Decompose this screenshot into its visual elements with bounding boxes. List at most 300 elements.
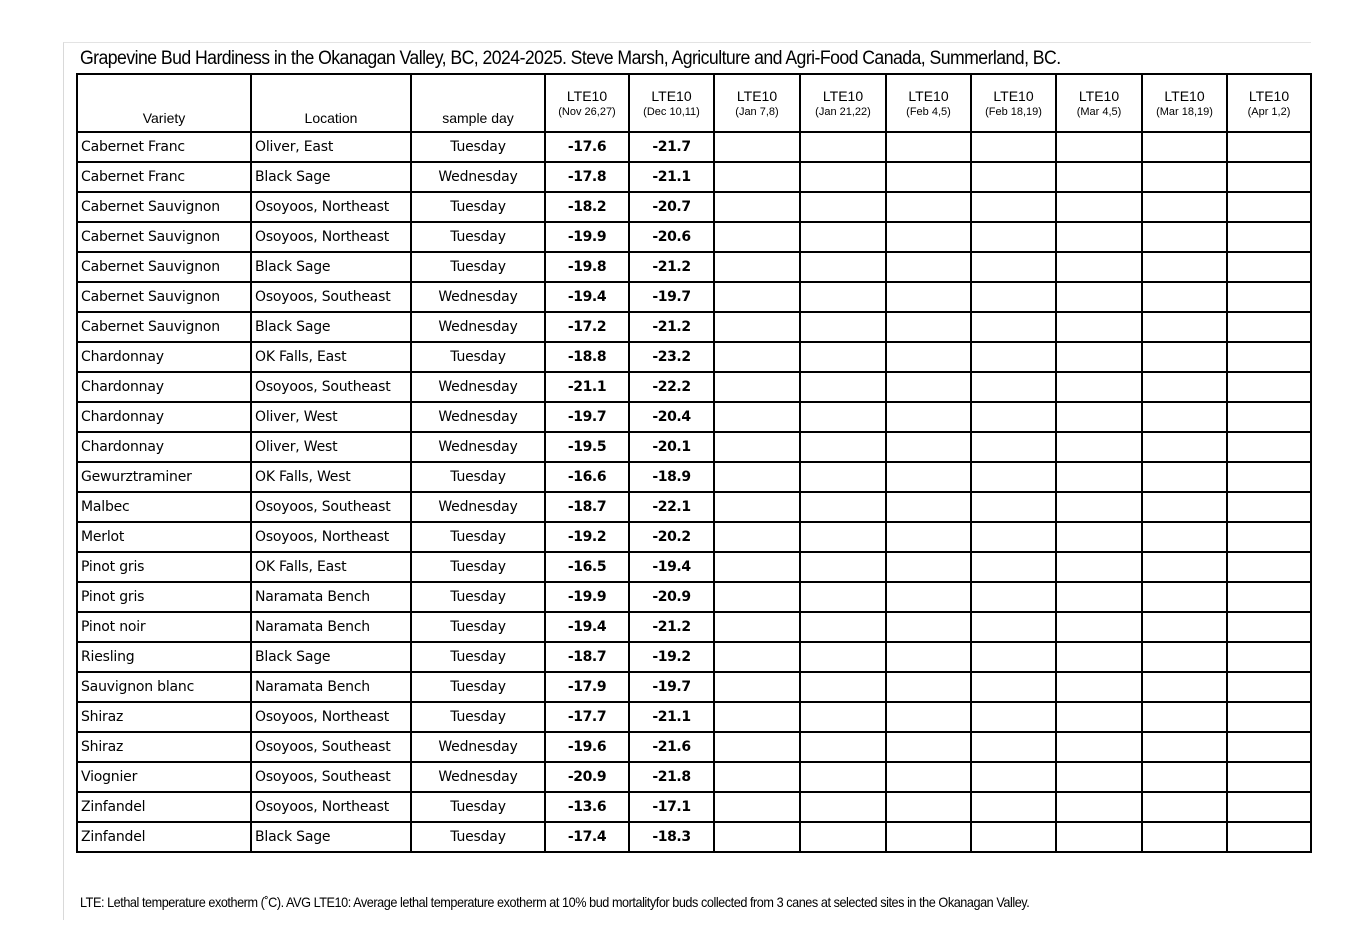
lte10-cell[interactable]	[1227, 702, 1311, 732]
lte10-cell[interactable]	[1056, 672, 1142, 702]
lte10-cell[interactable]	[886, 702, 971, 732]
lte10-cell[interactable]: -20.6	[629, 222, 714, 252]
sample-day-cell[interactable]: Tuesday	[411, 582, 545, 612]
lte10-cell[interactable]	[971, 312, 1056, 342]
lte10-cell[interactable]	[1227, 582, 1311, 612]
lte10-cell[interactable]	[714, 552, 800, 582]
lte10-cell[interactable]	[714, 192, 800, 222]
location-cell[interactable]: Osoyoos, Southeast	[251, 762, 411, 792]
lte10-cell[interactable]	[1227, 522, 1311, 552]
lte10-cell[interactable]: -19.4	[545, 282, 629, 312]
lte10-cell[interactable]: -16.5	[545, 552, 629, 582]
lte10-cell[interactable]: -20.1	[629, 432, 714, 462]
lte10-cell[interactable]	[1056, 492, 1142, 522]
lte10-cell[interactable]	[886, 312, 971, 342]
lte10-cell[interactable]	[1227, 162, 1311, 192]
lte10-cell[interactable]	[714, 222, 800, 252]
table-row	[77, 132, 1311, 162]
location-cell[interactable]: Oliver, East	[251, 132, 411, 162]
lte10-cell[interactable]	[1142, 402, 1227, 432]
lte10-cell[interactable]	[800, 762, 886, 792]
variety-cell[interactable]: Pinot gris	[77, 582, 251, 612]
sample-day-cell[interactable]: Tuesday	[411, 642, 545, 672]
lte10-cell[interactable]	[1056, 222, 1142, 252]
lte10-cell[interactable]: -21.6	[629, 732, 714, 762]
lte10-cell[interactable]	[1142, 432, 1227, 462]
variety-cell[interactable]: Chardonnay	[77, 342, 251, 372]
lte10-cell[interactable]	[1227, 132, 1311, 162]
lte10-cell[interactable]	[971, 732, 1056, 762]
lte10-cell[interactable]	[886, 432, 971, 462]
lte10-cell[interactable]	[886, 372, 971, 402]
lte10-cell[interactable]	[800, 672, 886, 702]
lte10-cell[interactable]	[971, 672, 1056, 702]
lte10-cell[interactable]	[971, 792, 1056, 822]
lte10-cell[interactable]: -20.4	[629, 402, 714, 432]
sample-day-cell[interactable]: Wednesday	[411, 312, 545, 342]
location-cell[interactable]: Naramata Bench	[251, 582, 411, 612]
lte10-cell[interactable]	[800, 372, 886, 402]
sample-day-cell[interactable]: Tuesday	[411, 252, 545, 282]
variety-cell[interactable]: Zinfandel	[77, 822, 251, 852]
lte10-cell[interactable]	[886, 822, 971, 852]
lte10-cell[interactable]: -20.9	[545, 762, 629, 792]
sample-day-cell[interactable]: Wednesday	[411, 162, 545, 192]
variety-cell[interactable]: Cabernet Franc	[77, 162, 251, 192]
lte10-cell[interactable]	[971, 342, 1056, 372]
lte10-cell[interactable]	[1142, 522, 1227, 552]
header-date-6: LTE10 (Feb 18,19)	[971, 74, 1056, 132]
lte10-cell[interactable]	[714, 522, 800, 552]
lte10-cell[interactable]	[800, 402, 886, 432]
lte10-cell[interactable]	[714, 792, 800, 822]
lte10-cell[interactable]	[971, 522, 1056, 552]
sample-day-cell[interactable]: Wednesday	[411, 732, 545, 762]
lte10-cell[interactable]	[971, 192, 1056, 222]
lte10-cell[interactable]	[886, 222, 971, 252]
lte10-cell[interactable]: -17.6	[545, 132, 629, 162]
variety-cell[interactable]: Pinot gris	[77, 552, 251, 582]
lte10-cell[interactable]	[800, 642, 886, 672]
lte10-cell[interactable]	[886, 732, 971, 762]
location-cell[interactable]: Osoyoos, Northeast	[251, 222, 411, 252]
variety-cell[interactable]: Cabernet Sauvignon	[77, 222, 251, 252]
lte10-cell[interactable]	[971, 432, 1056, 462]
lte10-cell[interactable]	[971, 162, 1056, 192]
lte10-cell[interactable]	[800, 612, 886, 642]
lte10-cell[interactable]	[1227, 612, 1311, 642]
lte10-cell[interactable]	[714, 702, 800, 732]
sample-day-cell[interactable]: Tuesday	[411, 342, 545, 372]
lte10-cell[interactable]	[800, 792, 886, 822]
location-cell[interactable]: Black Sage	[251, 642, 411, 672]
location-cell[interactable]: Black Sage	[251, 252, 411, 282]
lte10-cell[interactable]	[1142, 372, 1227, 402]
variety-cell[interactable]: Pinot noir	[77, 612, 251, 642]
lte10-cell[interactable]: -19.6	[545, 732, 629, 762]
lte10-cell[interactable]	[1227, 342, 1311, 372]
lte10-cell[interactable]: -19.4	[545, 612, 629, 642]
lte10-cell[interactable]	[1142, 342, 1227, 372]
lte10-cell[interactable]	[1056, 792, 1142, 822]
lte10-cell[interactable]	[1056, 162, 1142, 192]
table-row	[77, 522, 1311, 552]
lte10-cell[interactable]	[1056, 582, 1142, 612]
lte10-cell[interactable]	[714, 432, 800, 462]
lte10-cell[interactable]	[1056, 702, 1142, 732]
sample-day-cell[interactable]: Tuesday	[411, 792, 545, 822]
lte10-cell[interactable]	[714, 312, 800, 342]
lte10-cell[interactable]	[800, 132, 886, 162]
lte10-cell[interactable]	[1227, 312, 1311, 342]
lte10-cell[interactable]: -19.9	[545, 222, 629, 252]
lte10-cell[interactable]: -16.6	[545, 462, 629, 492]
location-cell[interactable]: Osoyoos, Northeast	[251, 702, 411, 732]
sample-day-cell[interactable]: Wednesday	[411, 492, 545, 522]
location-cell[interactable]: OK Falls, East	[251, 552, 411, 582]
lte10-cell[interactable]: -17.4	[545, 822, 629, 852]
lte10-cell[interactable]	[1142, 702, 1227, 732]
lte10-cell[interactable]	[800, 252, 886, 282]
lte10-cell[interactable]: -21.7	[629, 132, 714, 162]
lte10-cell[interactable]	[714, 822, 800, 852]
lte10-cell[interactable]	[1142, 132, 1227, 162]
variety-cell[interactable]: Malbec	[77, 492, 251, 522]
location-cell[interactable]: Naramata Bench	[251, 672, 411, 702]
lte10-cell[interactable]	[1056, 642, 1142, 672]
lte10-cell[interactable]	[1142, 282, 1227, 312]
lte10-cell[interactable]	[886, 612, 971, 642]
lte10-cell[interactable]	[971, 222, 1056, 252]
lte10-cell[interactable]	[1056, 462, 1142, 492]
lte10-cell[interactable]: -21.2	[629, 312, 714, 342]
lte10-cell[interactable]	[800, 492, 886, 522]
lte10-cell[interactable]	[971, 462, 1056, 492]
lte10-cell[interactable]	[1056, 402, 1142, 432]
lte10-cell[interactable]	[971, 642, 1056, 672]
lte10-cell[interactable]	[1142, 162, 1227, 192]
variety-cell[interactable]: Zinfandel	[77, 792, 251, 822]
lte10-cell[interactable]	[971, 372, 1056, 402]
lte10-cell[interactable]	[886, 192, 971, 222]
lte10-cell[interactable]	[971, 702, 1056, 732]
variety-cell[interactable]: Sauvignon blanc	[77, 672, 251, 702]
lte10-cell[interactable]	[800, 192, 886, 222]
lte10-cell[interactable]	[1227, 402, 1311, 432]
sample-day-cell[interactable]: Tuesday	[411, 222, 545, 252]
lte10-cell[interactable]	[1142, 552, 1227, 582]
lte10-cell[interactable]	[1056, 342, 1142, 372]
lte10-cell[interactable]	[800, 162, 886, 192]
lte10-cell[interactable]: -19.5	[545, 432, 629, 462]
variety-cell[interactable]: Cabernet Sauvignon	[77, 282, 251, 312]
lte10-cell[interactable]	[714, 252, 800, 282]
lte10-cell[interactable]	[1142, 312, 1227, 342]
variety-cell[interactable]: Chardonnay	[77, 372, 251, 402]
lte10-cell[interactable]	[800, 282, 886, 312]
variety-cell[interactable]: Shiraz	[77, 732, 251, 762]
lte10-cell[interactable]	[1142, 252, 1227, 282]
lte10-cell[interactable]	[886, 792, 971, 822]
variety-cell[interactable]: Cabernet Sauvignon	[77, 252, 251, 282]
location-cell[interactable]: Osoyoos, Northeast	[251, 522, 411, 552]
sample-day-cell[interactable]: Wednesday	[411, 372, 545, 402]
variety-cell[interactable]: Gewurztraminer	[77, 462, 251, 492]
lte10-cell[interactable]	[1056, 252, 1142, 282]
lte10-cell[interactable]: -13.6	[545, 792, 629, 822]
location-cell[interactable]: Osoyoos, Northeast	[251, 792, 411, 822]
location-cell[interactable]: OK Falls, East	[251, 342, 411, 372]
lte10-cell[interactable]	[714, 732, 800, 762]
header-date-7: LTE10 (Mar 4,5)	[1056, 74, 1142, 132]
lte10-cell[interactable]	[714, 642, 800, 672]
lte10-cell[interactable]	[714, 132, 800, 162]
lte10-cell[interactable]	[886, 582, 971, 612]
lte10-cell[interactable]	[1056, 762, 1142, 792]
lte10-cell[interactable]	[800, 822, 886, 852]
lte10-cell[interactable]	[1056, 312, 1142, 342]
lte10-cell[interactable]	[1227, 432, 1311, 462]
lte10-cell[interactable]	[800, 432, 886, 462]
lte10-cell[interactable]	[886, 282, 971, 312]
lte10-cell[interactable]	[1142, 642, 1227, 672]
lte10-cell[interactable]: -19.2	[629, 642, 714, 672]
sample-day-cell[interactable]: Wednesday	[411, 282, 545, 312]
lte10-cell[interactable]	[1142, 672, 1227, 702]
lte10-cell[interactable]	[1056, 552, 1142, 582]
lte10-cell[interactable]	[714, 612, 800, 642]
lte10-cell[interactable]	[1056, 732, 1142, 762]
lte10-cell[interactable]: -21.8	[629, 762, 714, 792]
lte10-cell[interactable]	[1056, 822, 1142, 852]
lte10-cell[interactable]	[886, 162, 971, 192]
table-row	[77, 192, 1311, 222]
lte10-cell[interactable]: -19.7	[545, 402, 629, 432]
lte10-cell[interactable]	[1142, 462, 1227, 492]
variety-cell[interactable]: Cabernet Franc	[77, 132, 251, 162]
lte10-cell[interactable]: -18.7	[545, 642, 629, 672]
lte10-cell[interactable]	[1056, 372, 1142, 402]
lte10-cell[interactable]	[1142, 582, 1227, 612]
lte10-cell[interactable]	[800, 342, 886, 372]
lte10-cell[interactable]	[800, 582, 886, 612]
sample-day-cell[interactable]: Tuesday	[411, 672, 545, 702]
variety-cell[interactable]: Cabernet Sauvignon	[77, 312, 251, 342]
sample-day-cell[interactable]: Tuesday	[411, 552, 545, 582]
lte10-cell[interactable]	[886, 522, 971, 552]
lte10-cell[interactable]	[1142, 612, 1227, 642]
lte10-cell[interactable]: -17.9	[545, 672, 629, 702]
lte10-cell[interactable]	[714, 462, 800, 492]
lte10-cell[interactable]	[800, 462, 886, 492]
variety-cell[interactable]: Shiraz	[77, 702, 251, 732]
lte10-cell[interactable]	[1056, 192, 1142, 222]
lte10-cell[interactable]	[1227, 792, 1311, 822]
lte10-cell[interactable]	[800, 702, 886, 732]
lte10-cell[interactable]	[971, 402, 1056, 432]
lte10-cell[interactable]: -19.7	[629, 672, 714, 702]
lte10-cell[interactable]	[1227, 642, 1311, 672]
variety-cell[interactable]: Riesling	[77, 642, 251, 672]
lte10-cell[interactable]: -19.9	[545, 582, 629, 612]
lte10-cell[interactable]	[971, 762, 1056, 792]
lte10-cell[interactable]	[971, 282, 1056, 312]
variety-cell[interactable]: Chardonnay	[77, 402, 251, 432]
lte10-cell[interactable]: -21.1	[629, 162, 714, 192]
lte10-cell[interactable]: -19.2	[545, 522, 629, 552]
lte10-cell[interactable]	[1142, 762, 1227, 792]
lte10-cell[interactable]	[886, 672, 971, 702]
lte10-cell[interactable]: -18.7	[545, 492, 629, 522]
sample-day-cell[interactable]: Tuesday	[411, 702, 545, 732]
location-cell[interactable]: Osoyoos, Southeast	[251, 732, 411, 762]
sample-day-cell[interactable]: Tuesday	[411, 192, 545, 222]
variety-cell[interactable]: Chardonnay	[77, 432, 251, 462]
lte10-cell[interactable]	[886, 762, 971, 792]
lte10-cell[interactable]	[1056, 132, 1142, 162]
table-row	[77, 642, 1311, 672]
sample-day-cell[interactable]: Tuesday	[411, 132, 545, 162]
lte10-cell[interactable]	[1142, 222, 1227, 252]
lte10-cell[interactable]: -21.2	[629, 252, 714, 282]
location-cell[interactable]: Black Sage	[251, 162, 411, 192]
lte10-cell[interactable]: -17.8	[545, 162, 629, 192]
lte10-cell[interactable]	[714, 282, 800, 312]
lte10-cell[interactable]	[714, 402, 800, 432]
lte10-cell[interactable]	[1227, 462, 1311, 492]
lte10-cell[interactable]	[1227, 192, 1311, 222]
sample-day-cell[interactable]: Tuesday	[411, 822, 545, 852]
lte10-cell[interactable]: -21.2	[629, 612, 714, 642]
lte10-cell[interactable]	[1227, 762, 1311, 792]
location-cell[interactable]: Oliver, West	[251, 402, 411, 432]
sample-day-cell[interactable]: Tuesday	[411, 522, 545, 552]
lte10-cell[interactable]: -21.1	[629, 702, 714, 732]
lte10-cell[interactable]	[714, 162, 800, 192]
lte10-cell[interactable]	[971, 822, 1056, 852]
hardiness-table	[76, 73, 1312, 853]
lte10-cell[interactable]	[1056, 522, 1142, 552]
header-date-3: LTE10 (Jan 7,8)	[714, 74, 800, 132]
location-cell[interactable]: Naramata Bench	[251, 612, 411, 642]
lte10-cell[interactable]: -18.3	[629, 822, 714, 852]
lte10-cell[interactable]	[886, 492, 971, 522]
sample-day-cell[interactable]: Wednesday	[411, 432, 545, 462]
lte10-cell[interactable]	[886, 642, 971, 672]
location-cell[interactable]: Osoyoos, Southeast	[251, 282, 411, 312]
location-cell[interactable]: Black Sage	[251, 312, 411, 342]
variety-cell[interactable]: Cabernet Sauvignon	[77, 192, 251, 222]
location-cell[interactable]: Osoyoos, Southeast	[251, 492, 411, 522]
lte10-cell[interactable]: -19.4	[629, 552, 714, 582]
location-cell[interactable]: Oliver, West	[251, 432, 411, 462]
lte10-cell[interactable]	[1227, 492, 1311, 522]
sample-day-cell[interactable]: Wednesday	[411, 402, 545, 432]
lte10-cell[interactable]	[714, 672, 800, 702]
lte10-cell[interactable]	[971, 252, 1056, 282]
lte10-cell[interactable]: -18.8	[545, 342, 629, 372]
lte10-cell[interactable]	[714, 492, 800, 522]
lte10-cell[interactable]	[886, 552, 971, 582]
lte10-cell[interactable]	[886, 252, 971, 282]
lte10-cell[interactable]	[971, 612, 1056, 642]
sample-day-cell[interactable]: Tuesday	[411, 462, 545, 492]
lte10-cell[interactable]	[800, 222, 886, 252]
lte10-cell[interactable]	[971, 552, 1056, 582]
lte10-cell[interactable]	[1142, 792, 1227, 822]
lte10-cell[interactable]	[1227, 552, 1311, 582]
lte10-cell[interactable]: -17.1	[629, 792, 714, 822]
location-cell[interactable]: Black Sage	[251, 822, 411, 852]
lte10-cell[interactable]	[971, 492, 1056, 522]
lte10-cell[interactable]	[1227, 222, 1311, 252]
lte10-cell[interactable]: -20.7	[629, 192, 714, 222]
lte10-cell[interactable]	[1142, 492, 1227, 522]
sample-day-cell[interactable]: Wednesday	[411, 762, 545, 792]
lte10-cell[interactable]	[1142, 822, 1227, 852]
table-row	[77, 162, 1311, 192]
lte10-cell[interactable]: -17.7	[545, 702, 629, 732]
lte10-cell[interactable]	[971, 132, 1056, 162]
lte10-cell[interactable]: -18.2	[545, 192, 629, 222]
lte10-cell[interactable]	[1227, 672, 1311, 702]
lte10-cell[interactable]: -21.1	[545, 372, 629, 402]
lte10-cell[interactable]	[1227, 372, 1311, 402]
sample-day-cell[interactable]: Tuesday	[411, 612, 545, 642]
table-row	[77, 372, 1311, 402]
lte10-cell[interactable]	[714, 372, 800, 402]
lte10-cell[interactable]	[886, 342, 971, 372]
lte10-cell[interactable]: -22.1	[629, 492, 714, 522]
lte10-cell[interactable]	[1056, 282, 1142, 312]
location-cell[interactable]: OK Falls, West	[251, 462, 411, 492]
lte10-cell[interactable]	[1227, 282, 1311, 312]
lte10-cell[interactable]	[714, 582, 800, 612]
lte10-cell[interactable]	[886, 462, 971, 492]
lte10-cell[interactable]	[886, 402, 971, 432]
lte10-cell[interactable]	[714, 342, 800, 372]
lte10-cell[interactable]	[800, 732, 886, 762]
lte10-cell[interactable]	[1227, 252, 1311, 282]
lte10-cell[interactable]	[1142, 732, 1227, 762]
variety-cell[interactable]: Merlot	[77, 522, 251, 552]
lte10-cell[interactable]	[1056, 612, 1142, 642]
location-cell[interactable]: Osoyoos, Southeast	[251, 372, 411, 402]
location-cell[interactable]: Osoyoos, Northeast	[251, 192, 411, 222]
variety-cell[interactable]: Viognier	[77, 762, 251, 792]
lte10-cell[interactable]	[886, 132, 971, 162]
lte10-cell[interactable]	[1056, 432, 1142, 462]
lte10-cell[interactable]: -20.2	[629, 522, 714, 552]
lte10-cell[interactable]	[800, 312, 886, 342]
lte10-cell[interactable]	[714, 762, 800, 792]
lte10-cell[interactable]: -19.8	[545, 252, 629, 282]
table-row	[77, 462, 1311, 492]
lte10-cell[interactable]	[1142, 192, 1227, 222]
lte10-cell[interactable]	[1227, 732, 1311, 762]
lte10-cell[interactable]: -17.2	[545, 312, 629, 342]
lte10-cell[interactable]	[971, 582, 1056, 612]
lte10-cell[interactable]: -20.9	[629, 582, 714, 612]
lte10-cell[interactable]	[800, 552, 886, 582]
lte10-cell[interactable]: -23.2	[629, 342, 714, 372]
lte10-cell[interactable]: -19.7	[629, 282, 714, 312]
lte10-cell[interactable]: -18.9	[629, 462, 714, 492]
lte10-cell[interactable]: -22.2	[629, 372, 714, 402]
lte10-cell[interactable]	[1227, 822, 1311, 852]
header-date-8: LTE10 (Mar 18,19)	[1142, 74, 1227, 132]
lte10-cell[interactable]	[800, 522, 886, 552]
